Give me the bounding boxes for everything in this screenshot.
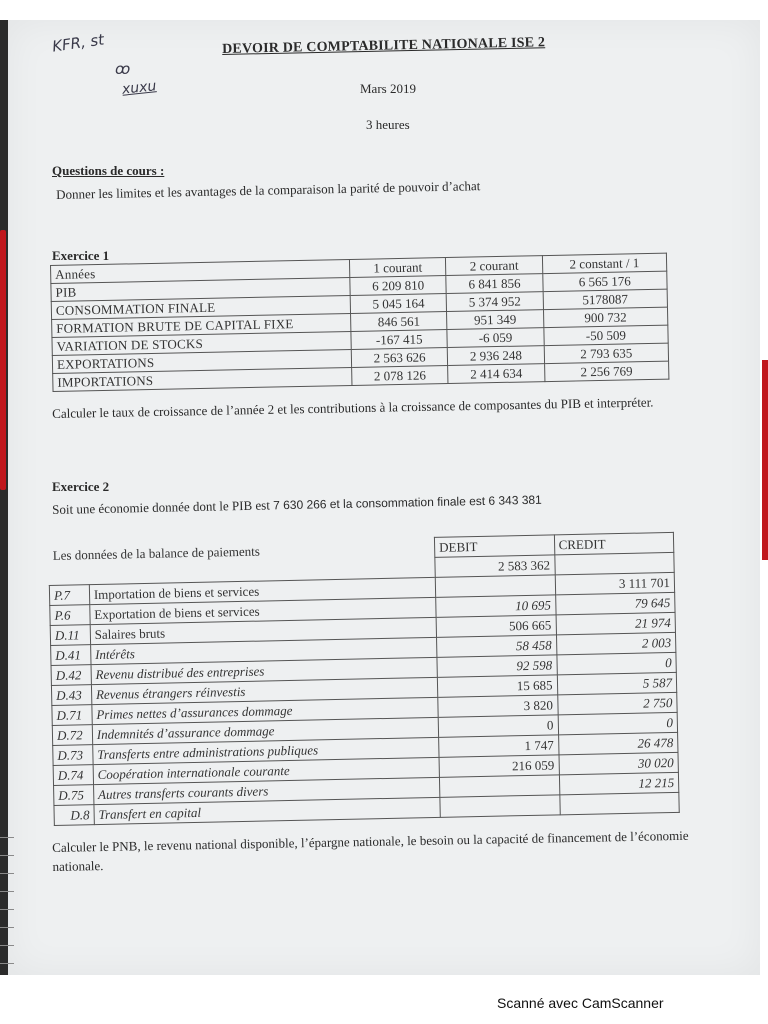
row-label: Coopération internationale courante xyxy=(93,757,440,784)
camscanner-watermark: Scanné avec CamScanner xyxy=(497,995,664,1011)
header-credit: CREDIT xyxy=(554,532,674,554)
credit-cell: 21 974 xyxy=(556,612,676,634)
bp-label: Les données de la balance de paiements xyxy=(52,543,261,563)
row-label: Indemnités d’assurance dommage xyxy=(92,717,439,744)
credit-cell: 5 587 xyxy=(557,672,677,694)
row-label: Transfert en capital xyxy=(94,797,441,824)
table-cell: 5 045 164 xyxy=(350,294,447,314)
notebook-lines xyxy=(0,820,14,970)
table-cell: 6 565 176 xyxy=(542,271,667,291)
header-cell: 2 constant / 1 xyxy=(542,253,667,273)
row-label: EXPORTATIONS xyxy=(52,349,351,373)
questions-cours-text: Donner les limites et les avantages de la comparaison la parité de pouvoir d’achat xyxy=(56,178,481,202)
credit-cell: 30 020 xyxy=(559,752,679,774)
balance-paiements-table xyxy=(48,532,680,826)
credit-cell: 2 750 xyxy=(557,692,677,714)
row-label: Autres transferts courants divers xyxy=(93,777,440,804)
row-code: D.41 xyxy=(51,645,91,666)
header-cell: Années xyxy=(51,259,350,283)
exercice1-table xyxy=(50,253,669,392)
first-debit: 2 583 362 xyxy=(435,555,555,577)
debit-cell: 506 665 xyxy=(436,615,556,637)
intro-mid: et la consommation finale est xyxy=(329,493,486,512)
debit-cell: 1 747 xyxy=(439,735,559,757)
table-cell: 6 841 856 xyxy=(446,274,543,294)
row-code: D.72 xyxy=(52,725,92,746)
row-code: D.42 xyxy=(51,665,91,686)
credit-cell: 0 xyxy=(558,712,678,734)
table-cell: 2 256 769 xyxy=(544,361,669,381)
handwritten-note-1: KFR, st xyxy=(51,30,106,56)
row-label: Revenus étrangers réinvestis xyxy=(91,677,438,704)
debit-cell: 92 598 xyxy=(437,655,557,677)
red-binder-tab-left xyxy=(0,230,6,490)
row-code: D.43 xyxy=(51,685,91,706)
credit-cell: 3 111 701 xyxy=(555,572,675,594)
exercice2-heading: Exercice 2 xyxy=(52,479,110,494)
debit-cell: 216 059 xyxy=(439,755,559,777)
table-cell: 2 793 635 xyxy=(544,343,669,363)
row-label: Transferts entre administrations publiques xyxy=(93,737,440,764)
header-debit: DEBIT xyxy=(434,535,554,557)
intro-prefix: Soit une économie donnée dont le PIB est xyxy=(52,497,271,517)
table-cell: 846 561 xyxy=(351,312,448,332)
credit-cell: 0 xyxy=(556,652,676,674)
intro-cf-value: 6 343 381 xyxy=(488,492,542,508)
top-strip xyxy=(0,0,768,20)
intro-pib-value: 7 630 266 xyxy=(272,497,327,513)
table-cell: 6 209 810 xyxy=(350,276,447,296)
debit-cell: 3 820 xyxy=(438,695,558,717)
table-cell: 951 349 xyxy=(447,310,544,330)
scan-footer xyxy=(0,975,768,1024)
row-label: Intérêts xyxy=(90,637,437,664)
row-code: P.6 xyxy=(50,605,90,626)
table-cell: 5178087 xyxy=(543,289,668,309)
table-cell: -50 509 xyxy=(544,325,669,345)
row-code: D.8 xyxy=(54,805,94,826)
row-label: Primes nettes d’assurances dommage xyxy=(92,697,439,724)
debit-cell xyxy=(439,775,559,797)
row-label: CONSOMMATION FINALE xyxy=(51,295,350,319)
credit-cell: 12 215 xyxy=(559,772,679,794)
credit-cell: 26 478 xyxy=(558,732,678,754)
debit-cell xyxy=(435,575,555,597)
red-binder-tab-right xyxy=(762,360,768,560)
handwritten-note-3: xuxu xyxy=(121,78,158,98)
table-cell: 5 374 952 xyxy=(446,292,543,312)
exercice2-question: Calculer le PNB, le revenu national disponible, l’épargne nationale, le besoin ou la capacité de financement de l’économie nationale. xyxy=(52,827,689,874)
debit-cell: 15 685 xyxy=(437,675,557,697)
exam-date: Mars 2019 xyxy=(360,81,416,96)
exercice1-heading: Exercice 1 xyxy=(52,248,110,263)
row-label: Importation de biens et services xyxy=(89,577,436,604)
row-code: D.71 xyxy=(52,705,92,726)
row-label: PIB xyxy=(51,277,350,301)
row-label: Salaires bruts xyxy=(90,617,437,644)
exam-duration: 3 heures xyxy=(366,117,410,132)
row-label: Exportation de biens et services xyxy=(90,597,437,624)
table-cell: 2 078 126 xyxy=(352,366,449,386)
table-cell: 2 563 626 xyxy=(351,348,448,368)
handwritten-note-2: ꝏ xyxy=(115,60,131,78)
debit-cell xyxy=(440,795,560,817)
row-code: P.7 xyxy=(49,585,89,606)
debit-cell: 58 458 xyxy=(437,635,557,657)
table-cell: 2 414 634 xyxy=(448,364,545,384)
credit-cell: 2 003 xyxy=(556,632,676,654)
questions-cours-heading: Questions de cours : xyxy=(52,163,165,178)
table-cell: -167 415 xyxy=(351,330,448,350)
document-title: DEVOIR DE COMPTABILITE NATIONALE ISE 2 xyxy=(222,35,546,57)
debit-cell: 10 695 xyxy=(436,595,556,617)
credit-cell xyxy=(559,792,679,814)
row-label: IMPORTATIONS xyxy=(53,367,352,391)
row-label: FORMATION BRUTE DE CAPITAL FIXE xyxy=(52,313,351,337)
table-cell: 900 732 xyxy=(543,307,668,327)
row-code: D.73 xyxy=(53,745,93,766)
header-cell: 2 courant xyxy=(446,256,543,276)
row-code: D.74 xyxy=(53,765,93,786)
credit-cell: 79 645 xyxy=(555,592,675,614)
row-code: D.75 xyxy=(54,785,94,806)
row-code: D.11 xyxy=(50,625,90,646)
row-label: VARIATION DE STOCKS xyxy=(52,331,351,355)
debit-cell: 0 xyxy=(438,715,558,737)
table-cell: -6 059 xyxy=(447,328,544,348)
row-label: Revenu distribué des entreprises xyxy=(91,657,438,684)
header-cell: 1 courant xyxy=(349,258,446,278)
table-cell: 2 936 248 xyxy=(448,346,545,366)
exercice1-question: Calculer le taux de croissance de l’année 2 et les contributions à la croissance de composantes du PIB et interpréter. xyxy=(52,394,654,421)
